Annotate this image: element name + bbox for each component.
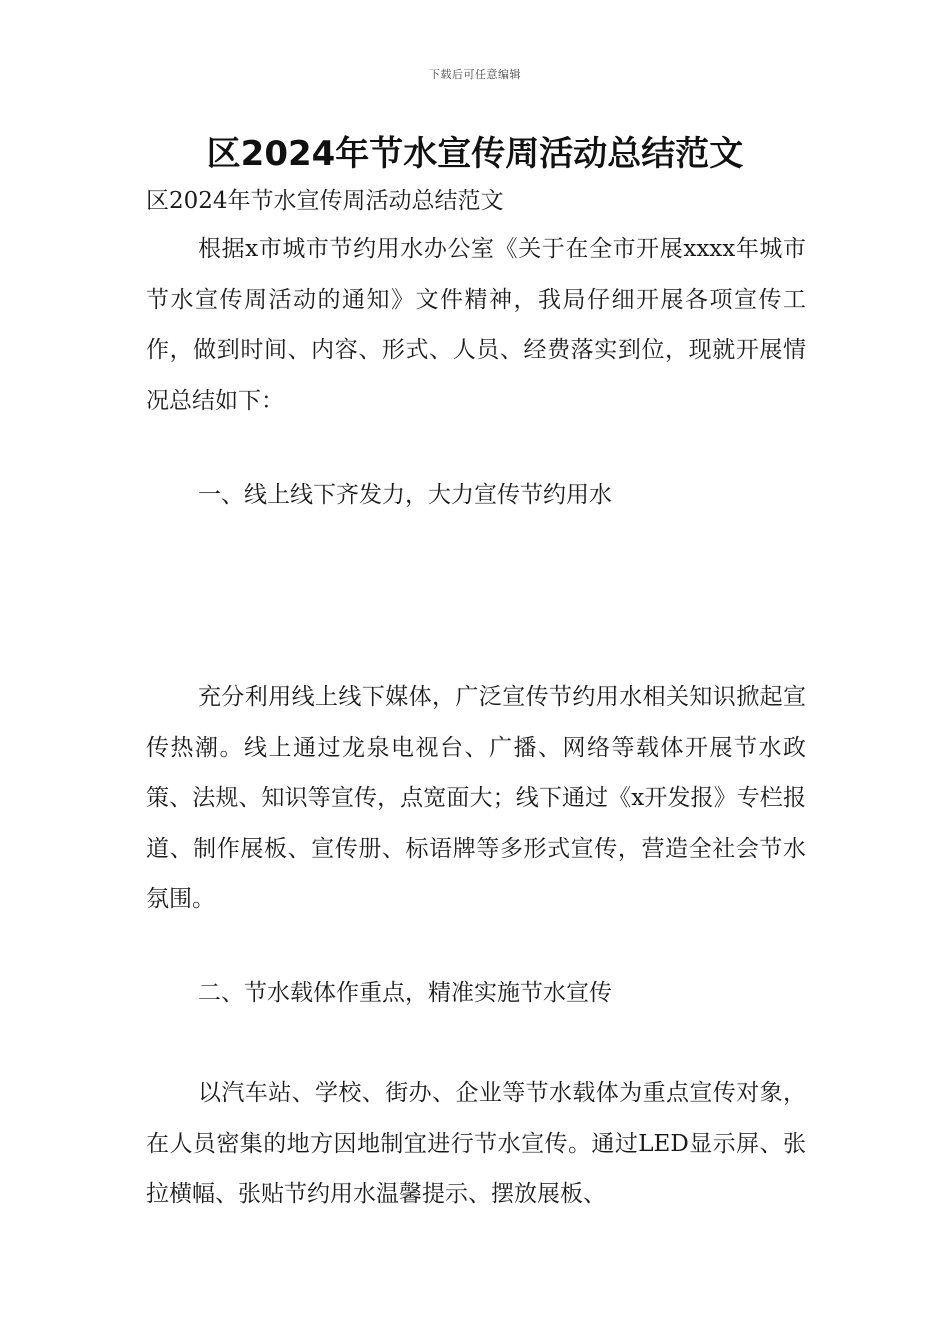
document-subtitle: 区2024年节水宣传周活动总结范文 bbox=[146, 188, 504, 214]
header-note: 下载后可任意编辑 bbox=[429, 68, 521, 81]
section-2-heading: 二、节水载体作重点，精准实施节水宣传 bbox=[198, 980, 612, 1006]
section-2-paragraph: 以汽车站、学校、街办、企业等节水载体为重点宣传对象，在人员密集的地方因地制宜进行节水宣传。通过LED显示屏、张拉横幅、张贴节约用水温馨提示、摆放展板、 bbox=[146, 1080, 806, 1207]
section-1-paragraph: 充分利用线上线下媒体，广泛宣传节约用水相关知识掀起宣传热潮。线上通过龙泉电视台、广播、网络等载体开展节水政策、法规、知识等宣传，点宽面大；线下通过《x开发报》专栏报道、制作展板、宣传册、标语牌等多形式宣传，营造全社会节水氛围。 bbox=[146, 684, 806, 912]
intro-paragraph: 根据x市城市节约用水办公室《关于在全市开展xxxx年城市节水宣传周活动的通知》文件精神，我局仔细开展各项宣传工作，做到时间、内容、形式、人员、经费落实到位，现就开展情况总结如下： bbox=[146, 236, 806, 414]
document-title: 区2024年节水宣传周活动总结范文 bbox=[206, 134, 744, 174]
section-1-heading: 一、线上线下齐发力，大力宣传节约用水 bbox=[198, 482, 612, 508]
